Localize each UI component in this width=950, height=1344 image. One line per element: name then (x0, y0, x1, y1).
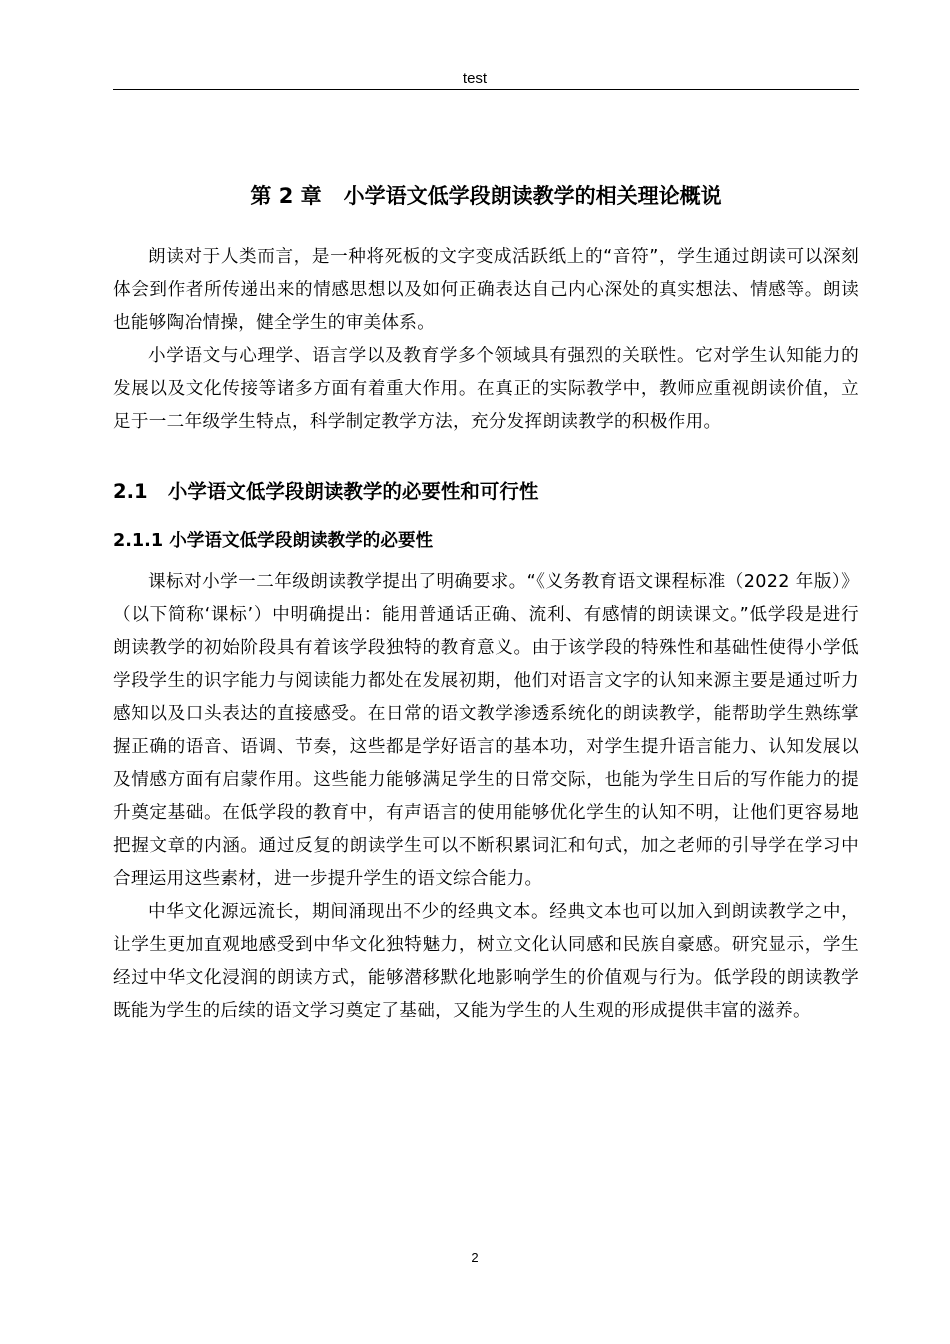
header-divider (113, 89, 859, 90)
running-header: test (462, 70, 488, 87)
body-paragraph: 课标对小学一二年级朗读教学提出了明确要求。“《义务教育语文课程标准（2022 年版）》（以下简称‘课标’）中明确提出：能用普通话正确、流利、有感情的朗读课文。”低学段是进行朗读教学的初始阶段具有着该学段独特的教育意义。由于该学段的特殊性和基础性使得小学低学段学生的识字能力与阅读能力都处在发展初期，他们对语言文字的认知来源主要是通过听力感知以及口头表达的直接感受。在日常的语文教学渗透系统化的朗读教学，能帮助学生熟练掌握正确的语音、语调、节奏，这些都是学好语言的基本功，对学生提升语言能力、认知发展以及情感方面有启蒙作用。这些能力能够满足学生的日常交际，也能为学生日后的写作能力的提升奠定基础。在低学段的教育中，有声语言的使用能够优化学生的认知不明，让他们更容易地把握文章的内涵。通过反复的朗读学生可以不断积累词汇和句式，加之老师的引导学在学习中合理运用这些素材，进一步提升学生的语文综合能力。 (113, 572, 859, 889)
body-paragraph: 中华文化源远流长，期间涌现出不少的经典文本。经典文本也可以加入到朗读教学之中，让学生更加直观地感受到中华文化独特魅力，树立文化认同感和民族自豪感。研究显示，学生经过中华文化浸润的朗读方式，能够潜移默化地影响学生的价值观与行为。低学段的朗读教学既能为学生的后续的语文学习奠定了基础，又能为学生的人生观的形成提供丰富的滋养。 (113, 902, 859, 1021)
body-paragraph: 小学语文与心理学、语言学以及教育学多个领域具有强烈的关联性。它对学生认知能力的发展以及文化传接等诸多方面有着重大作用。在真正的实际教学中，教师应重视朗读价值，立足于一二年级学生特点，科学制定教学方法，充分发挥朗读教学的积极作用。 (113, 346, 859, 432)
body-paragraph: 朗读对于人类而言，是一种将死板的文字变成活跃纸上的“音符”，学生通过朗读可以深刻体会到作者所传递出来的情感思想以及如何正确表达自己内心深处的真实想法、情感等。朗读也能够陶冶情操，健全学生的审美体系。 (113, 247, 859, 333)
page-body (113, 176, 859, 1028)
subsection-heading: 2.1.1 小学语文低学段朗读教学的必要性 (113, 531, 434, 551)
chapter-title: 第 2 章 小学语文低学段朗读教学的相关理论概说 (250, 184, 722, 208)
page-number: 2 (471, 1250, 479, 1265)
section-heading: 2.1 小学语文低学段朗读教学的必要性和可行性 (113, 480, 539, 503)
